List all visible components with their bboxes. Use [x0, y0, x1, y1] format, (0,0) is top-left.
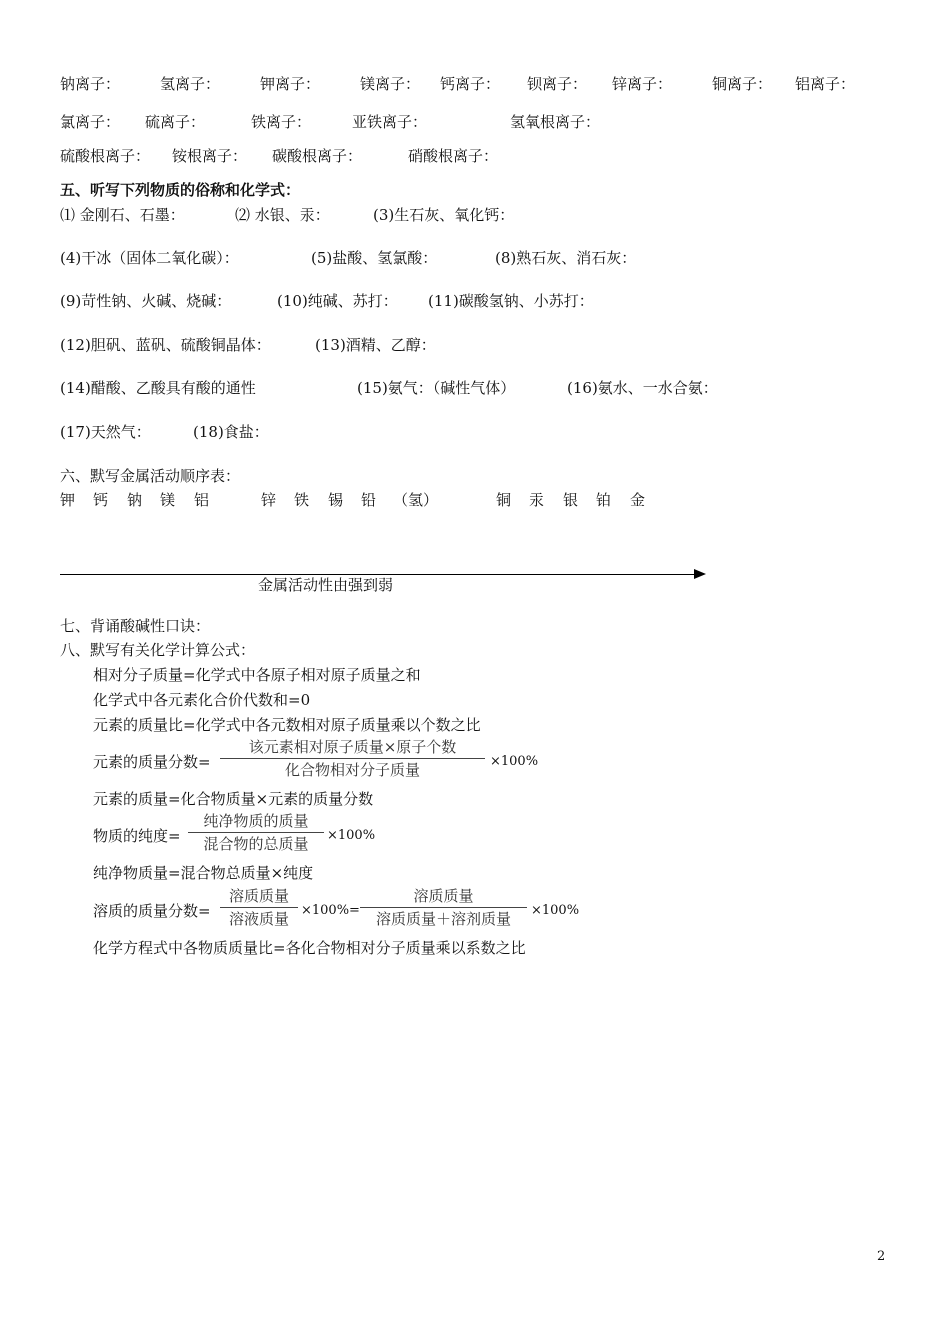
formula-line: 化学方程式中各物质质量比=各化合物相对分子质量乘以系数之比 [93, 939, 526, 957]
fraction-bar [188, 832, 324, 833]
metal: 钾 [60, 491, 76, 509]
metal: 银 [563, 491, 579, 509]
fraction [220, 737, 485, 780]
fraction-numerator: 纯净物质的质量 [203, 812, 309, 830]
formula-line: 纯净物质量=混合物总质量×纯度 [93, 864, 314, 882]
fraction-denominator: 化合物相对分子质量 [284, 761, 420, 779]
section-heading: 八、默写有关化学计算公式： [60, 641, 256, 659]
metal: 镁 [160, 491, 176, 509]
arrow-head-icon [694, 569, 706, 579]
formula-multiplier: ×100% [327, 828, 376, 843]
ion-label: 硫酸根离子： [60, 147, 151, 165]
ion-label: 钡离子： [527, 75, 588, 93]
arrow-label: 金属活动性由强到弱 [258, 576, 394, 594]
substance-item: (5)盐酸、氢氯酸： [311, 249, 438, 267]
metal: 铅 [361, 491, 377, 509]
metal: 锌 [261, 491, 277, 509]
section-heading: 五、听写下列物质的俗称和化学式： [60, 181, 301, 199]
fraction [360, 886, 527, 929]
metal: 铜 [496, 491, 512, 509]
ion-label: 钠离子： [60, 75, 121, 93]
metal: 钠 [127, 491, 143, 509]
metal: （氢） [393, 491, 439, 509]
fraction-denominator: 混合物的总质量 [203, 835, 309, 853]
fraction [220, 886, 298, 929]
formula-line: 相对分子质量=化学式中各原子相对原子质量之和 [93, 666, 421, 684]
substance-item: (4)干冰（固体二氧化碳）： [60, 249, 239, 267]
fraction-denominator: 溶液质量 [228, 910, 289, 928]
ion-label: 硫离子： [145, 113, 206, 131]
metal: 铂 [596, 491, 612, 509]
formula-label: 溶质的质量分数= [93, 902, 211, 920]
substance-item: (13)酒精、乙醇： [315, 336, 436, 354]
formula-line: 元素的质量=化合物质量×元素的质量分数 [93, 790, 374, 808]
ion-label: 钙离子： [440, 75, 501, 93]
fraction-bar [360, 907, 527, 908]
ion-label: 氢离子： [160, 75, 221, 93]
substance-item: (12)胆矾、蓝矾、硫酸铜晶体： [60, 336, 271, 354]
fraction [188, 811, 324, 854]
ion-label: 氢氧根离子： [510, 113, 601, 131]
substance-item: (18)食盐： [193, 423, 269, 441]
page-number: 2 [877, 1249, 886, 1264]
ion-label: 铵根离子： [172, 147, 248, 165]
fraction-numerator: 溶质质量 [228, 887, 289, 905]
substance-item: ⑵ 水银、汞： [235, 206, 330, 224]
metal: 钙 [93, 491, 109, 509]
section-heading: 六、默写金属活动顺序表： [60, 467, 241, 485]
ion-label: 锌离子： [612, 75, 673, 93]
ion-label: 铜离子： [712, 75, 773, 93]
substance-item: (10)纯碱、苏打： [277, 292, 398, 310]
ion-label: 碳酸根离子： [272, 147, 363, 165]
section-heading: 七、背诵酸碱性口诀： [60, 617, 211, 635]
formula-multiplier: ×100% [490, 754, 539, 769]
formula-label: 元素的质量分数= [93, 753, 211, 771]
metal: 铝 [194, 491, 210, 509]
formula-multiplier: ×100%= [301, 903, 360, 918]
ion-label: 铝离子： [795, 75, 856, 93]
fraction-denominator: 溶质质量＋溶剂质量 [375, 910, 511, 928]
ion-label: 硝酸根离子： [408, 147, 499, 165]
substance-item: (11)碳酸氢钠、小苏打： [428, 292, 594, 310]
metal: 锡 [328, 491, 344, 509]
ion-label: 铁离子： [251, 113, 312, 131]
substance-item: (9)苛性钠、火碱、烧碱： [60, 292, 232, 310]
metal: 汞 [529, 491, 545, 509]
ion-label: 钾离子： [260, 75, 321, 93]
ion-label: 亚铁离子： [352, 113, 428, 131]
fraction-numerator: 溶质质量 [413, 887, 474, 905]
substance-item: (15)氨气：（碱性气体） [357, 379, 516, 397]
fraction-bar [220, 907, 298, 908]
substance-item: ⑴ 金刚石、石墨： [60, 206, 185, 224]
substance-item: (3)生石灰、氧化钙： [373, 206, 515, 224]
fraction-bar [220, 758, 485, 759]
formula-label: 物质的纯度= [93, 827, 181, 845]
ion-label: 氯离子： [60, 113, 121, 131]
formula-line: 化学式中各元素化合价代数和=0 [93, 691, 311, 709]
substance-item: (17)天然气： [60, 423, 151, 441]
formula-multiplier: ×100% [531, 903, 580, 918]
substance-item: (16)氨水、一水合氨： [567, 379, 718, 397]
metal: 铁 [294, 491, 310, 509]
fraction-numerator: 该元素相对原子质量×原子个数 [248, 738, 457, 756]
substance-item: (14)醋酸、乙酸具有酸的通性 [60, 379, 256, 397]
substance-item: (8)熟石灰、消石灰： [495, 249, 637, 267]
formula-line: 元素的质量比=化学式中各元数相对原子质量乘以个数之比 [93, 716, 481, 734]
ion-label: 镁离子： [360, 75, 421, 93]
metal: 金 [630, 491, 646, 509]
